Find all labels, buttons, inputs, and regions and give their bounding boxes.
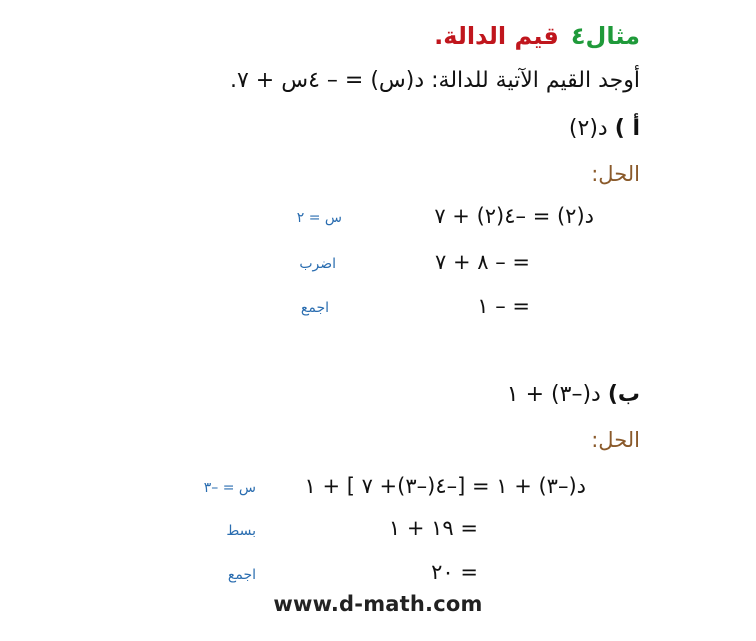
part-a-step-3: = – ١ [477, 294, 530, 318]
part-a-step-3-note: اجمع [300, 300, 329, 316]
part-a-step-2-note: اضرب [299, 256, 336, 272]
part-a-expression: د(٢) [568, 116, 608, 141]
part-b-step-1-note: س = –٣ [203, 480, 256, 496]
part-b-step-2-note: بسط [226, 523, 256, 539]
example-label: مثال٤ [570, 22, 640, 50]
part-b-step-1: د(–٣) + ١ = [–٤(–٣)+ ٧ ] + ١ [304, 474, 586, 498]
part-a-label: أ ) [614, 116, 640, 141]
part-b-step-3: = ٢٠ [431, 560, 478, 584]
part-a-step-1: د(٢) = –٤(٢) + ٧ [434, 204, 594, 228]
part-b-expression: د(–٣) + ١ [506, 382, 601, 407]
part-a-solution-label: الحل: [591, 162, 640, 186]
part-b-label: ب) [607, 382, 640, 407]
part-b-step-2: = ١٩ + ١ [388, 516, 478, 540]
example-topic: قيم الدالة. [434, 22, 559, 50]
part-a-step-2: = – ٨ + ٧ [435, 250, 530, 274]
example-title [434, 22, 640, 50]
part-b-heading [507, 382, 640, 407]
part-a-heading [569, 116, 640, 141]
part-b-step-3-note: اجمع [227, 567, 256, 583]
part-b-solution-label: الحل: [591, 428, 640, 452]
task-statement: أوجد القيم الآتية للدالة: د(س) = – ٤س + ٧. [229, 68, 640, 93]
part-a-step-1-note: س = ٢ [296, 210, 342, 226]
website-watermark: www.d-math.com [273, 592, 483, 616]
